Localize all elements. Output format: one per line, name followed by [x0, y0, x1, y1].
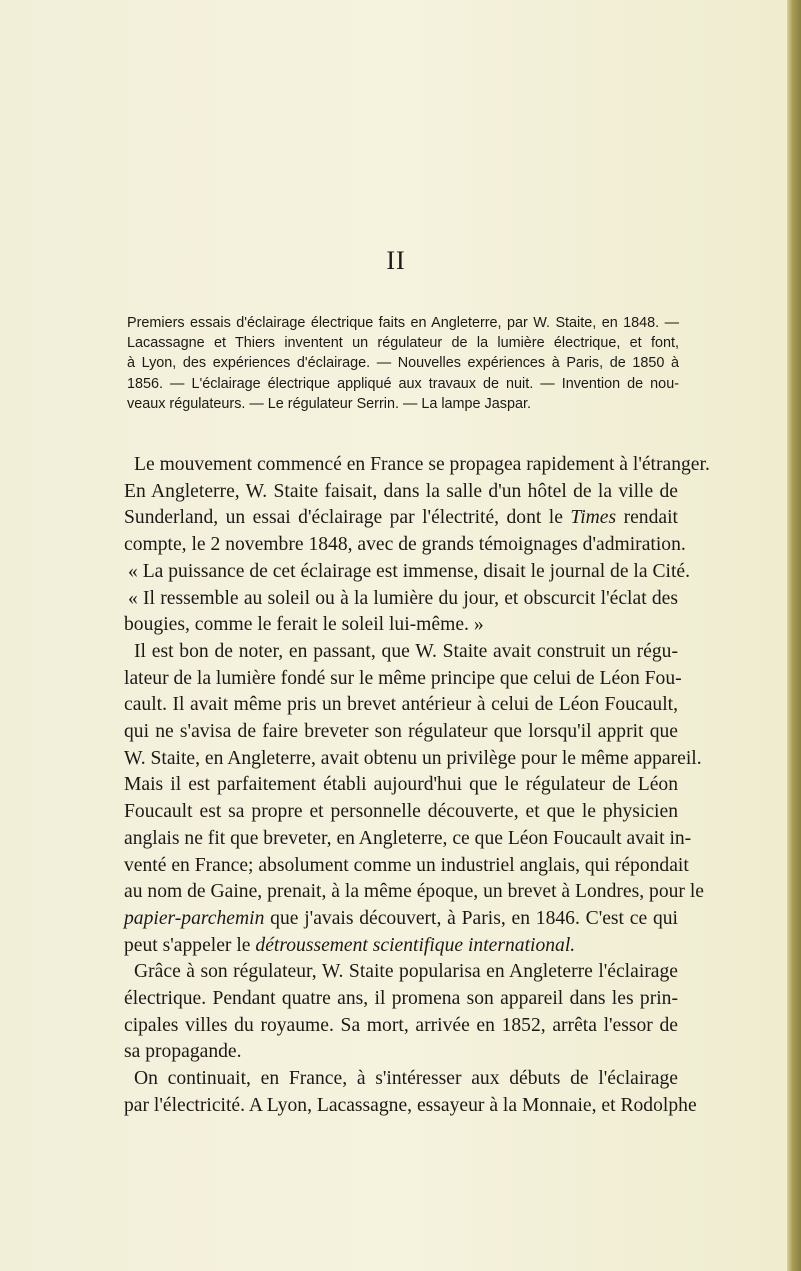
body-line: [124, 933, 678, 960]
body-line: Le mouvement commencé en France se propagea rapidement à l'étranger.: [134, 454, 710, 475]
body-line: qui ne s'avisa de faire breveter son régulateur que lorsqu'il apprit que: [124, 721, 678, 743]
body-line: cipales villes du royaume. Sa mort, arrivée en 1852, arrêta l'essor de: [124, 1014, 678, 1036]
body-line: bougies, comme le ferait le soleil lui-même. »: [124, 614, 484, 636]
body-line: En Angleterre, W. Staite faisait, dans la salle d'un hôtel de la ville de: [124, 480, 678, 502]
body-line: électrique. Pendant quatre ans, il promena son appareil dans les prin-: [124, 988, 678, 1010]
emphasis-text: papier-parchemin: [124, 907, 265, 929]
summary-line: à Lyon, des expériences d'éclairage. — Nouvelles expériences à Paris, de 1850 à: [127, 355, 679, 372]
body-line: Foucault est sa propre et personnelle découverte, et que le physicien: [124, 801, 678, 823]
body-line: compte, le 2 novembre 1848, avec de grands témoignages d'admiration.: [124, 534, 686, 556]
summary-line: Premiers essais d'éclairage électrique faits en Angleterre, par W. Staite, en 1848. —: [127, 315, 679, 331]
body-line: On continuait, en France, à s'intéresser aux débuts de l'éclairage: [134, 1068, 678, 1090]
chapter-summary: [127, 313, 679, 414]
body-line: Mais il est parfaitement établi aujourd'hui que le régulateur de Léon: [124, 774, 678, 796]
summary-line: 1856. — L'éclairage électrique appliqué aux travaux de nuit. — Invention de nou-: [127, 375, 679, 392]
body-line: anglais ne fit que breveter, en Angleterre, ce que Léon Foucault avait in-: [124, 827, 692, 849]
body-line: [124, 505, 678, 532]
newspaper-title: Times: [570, 507, 617, 529]
body-line: venté en France; absolument comme un industriel anglais, qui répondait: [124, 854, 689, 876]
body-line: « La puissance de cet éclairage est immense, disait le journal de la Cité.: [128, 560, 691, 582]
body-line: cault. Il avait même pris un brevet antérieur à celui de Léon Foucault,: [124, 694, 678, 716]
emphasis-text: détroussement scientifique international.: [255, 934, 576, 956]
body-text: [124, 452, 710, 1120]
body-line: W. Staite, en Angleterre, avait obtenu un privilège pour le même appareil.: [124, 747, 702, 769]
body-line: sa propagande.: [124, 1041, 242, 1063]
body-line: au nom de Gaine, prenait, à la même époque, un brevet à Londres, pour le: [124, 881, 704, 903]
chapter-number: II: [386, 246, 406, 275]
body-line-text: que j'avais découvert, à Paris, en 1846. C'est ce qui: [270, 907, 678, 929]
body-line: Il est bon de noter, en passant, que W. Staite avait construit un régu-: [134, 640, 678, 662]
body-line-text: peut s'appeler le: [124, 934, 251, 956]
page-edge: [787, 0, 801, 1271]
summary-line: veaux régulateurs. — Le régulateur Serrin. — La lampe Jaspar.: [127, 395, 531, 412]
body-line-text: Sunderland, un essai d'éclairage par l'électrité, dont le: [124, 507, 563, 529]
body-line: lateur de la lumière fondé sur le même principe que celui de Léon Fou-: [124, 667, 682, 689]
body-line: Grâce à son régulateur, W. Staite popularisa en Angleterre l'éclairage: [134, 961, 678, 983]
body-line-text: rendait: [623, 507, 678, 529]
summary-line: Lacassagne et Thiers inventent un régulateur de la lumière électrique, et font,: [127, 335, 679, 352]
body-line: [124, 906, 678, 933]
body-line: par l'électricité. A Lyon, Lacassagne, essayeur à la Monnaie, et Rodolphe: [124, 1094, 697, 1116]
body-line: « Il ressemble au soleil ou à la lumière du jour, et obscurcit l'éclat des: [128, 587, 678, 609]
